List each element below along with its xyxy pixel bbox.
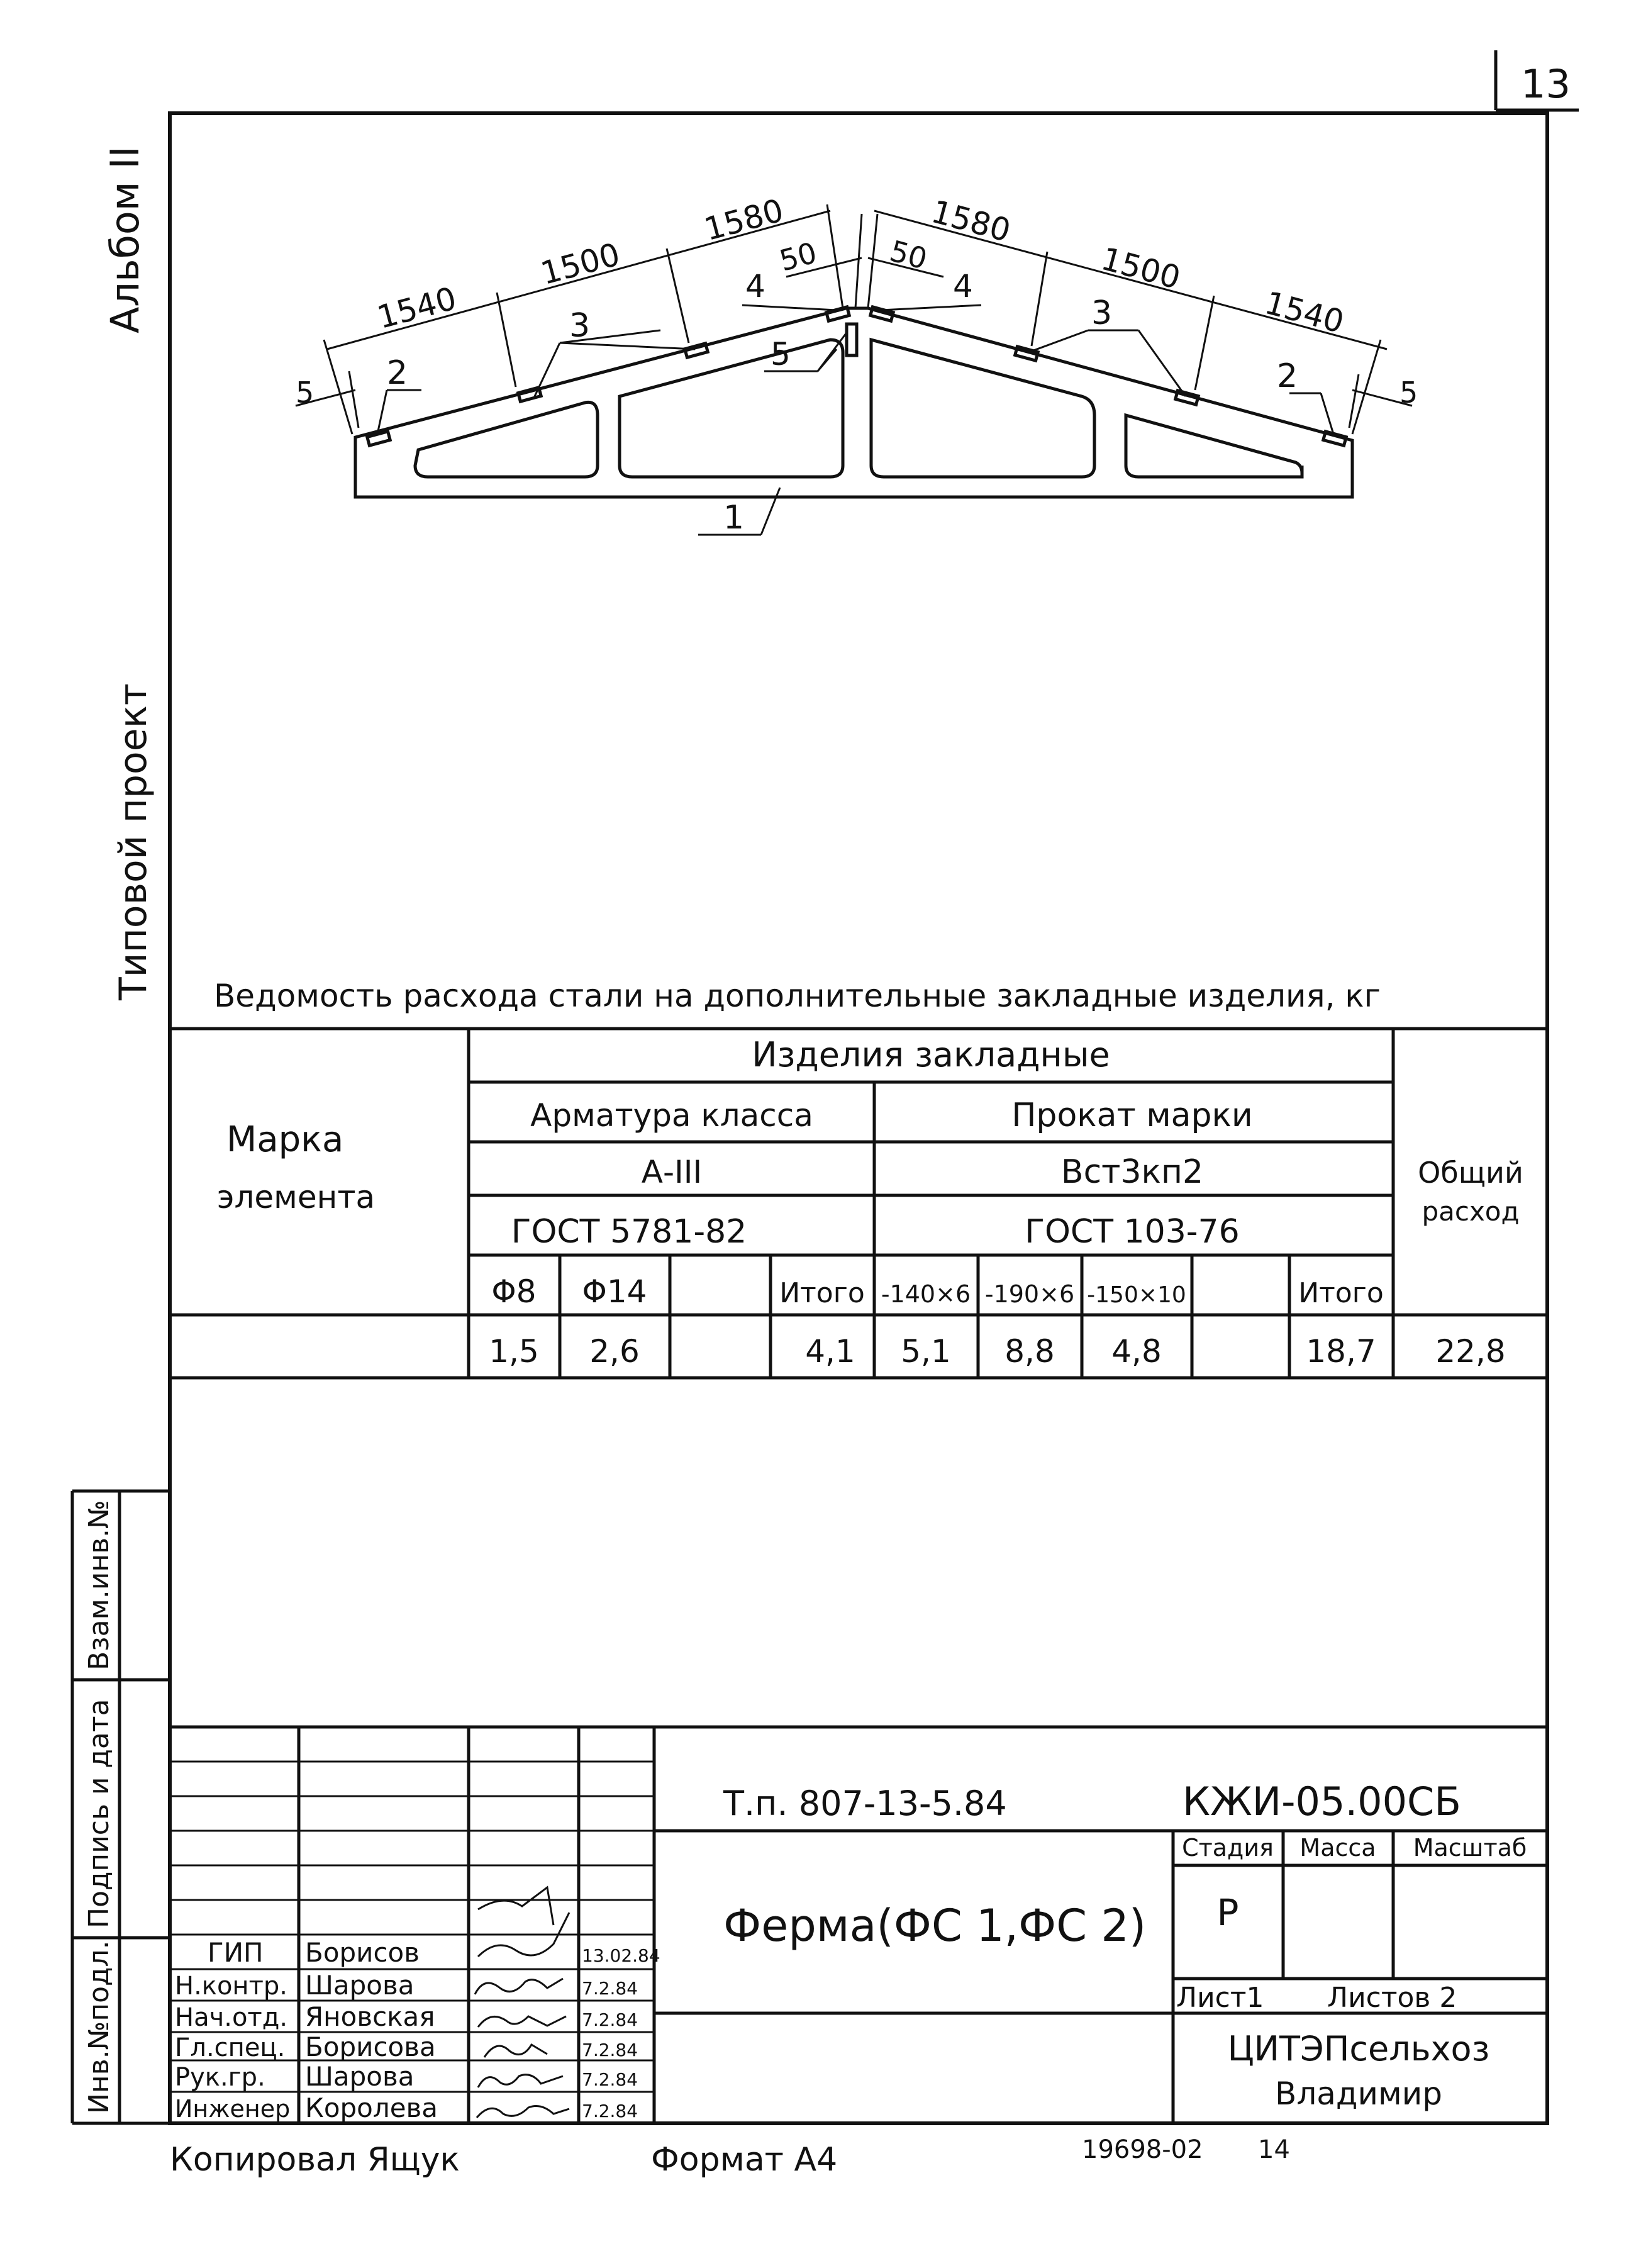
col-header-f8: Φ8 [491,1273,537,1310]
truss-opening-4 [1126,415,1302,477]
callout-3-left: 3 [569,307,591,345]
armature-class: А-III [641,1154,703,1190]
dim-5-left: 5 [296,376,314,410]
binding-label-vzam: Взам.инв.№ [83,1500,115,1670]
cell-f14: 2,6 [589,1333,640,1370]
sheet-label: Лист1 [1176,1982,1264,2014]
signature-mark [478,2016,566,2027]
staff-name: Яновская [305,2001,435,2032]
staff-role: Нач.отд. [175,2003,288,2032]
mark-label-2: элемента [217,1179,376,1215]
col-header-190x6: -190×6 [984,1280,1075,1308]
callout-2-left: 2 [387,354,408,392]
typical-project-label: Типовой проект [111,683,155,1000]
dim-right-1540: 1540 [1260,284,1348,341]
signature-mark [484,2045,547,2057]
callout-3-right: 3 [1091,294,1113,332]
dim-left-1580: 1580 [700,192,787,249]
col-header-total-rolled: Итого [1298,1277,1384,1309]
signatures [475,1887,569,2118]
signature-mark [478,1887,569,1957]
doc-code: КЖИ-05.00СБ [1182,1779,1461,1824]
callout-4-right: 4 [953,268,973,304]
cell-f8: 1,5 [489,1333,539,1370]
staff-name: Шарова [305,2061,415,2092]
col-header-total-armature: Итого [779,1277,865,1309]
staff-role: ГИП [208,1937,264,1968]
staff-role: Рук.гр. [175,2063,265,2092]
staff-date: 7.2.84 [582,2069,638,2090]
archive-number: 19698-02 [1082,2135,1203,2164]
stage-label: Стадия [1182,1834,1274,1862]
cell-150x10: 4,8 [1111,1333,1162,1370]
armature-gost: ГОСТ 5781-82 [511,1213,747,1251]
cell-total-rolled: 18,7 [1306,1333,1376,1370]
item-name: Ферма(ФС 1,ФС 2) [723,1900,1147,1952]
staff-list [175,1937,660,2123]
staff-date: 7.2.84 [582,2101,638,2121]
rolled-gost: ГОСТ 103-76 [1025,1213,1240,1251]
plate-5-ridge [847,324,857,355]
rolled-grade: Вст3кп2 [1060,1153,1204,1191]
group-header: Изделия закладные [752,1035,1110,1075]
col-header-150x10: -150×10 [1087,1282,1186,1308]
dim-50-right: 50 [886,233,931,276]
callout-4-left: 4 [745,268,765,304]
stage-value: Р [1216,1891,1239,1934]
copied-by: Копировал Ящук [170,2141,460,2179]
page-number: 13 [1521,61,1571,107]
staff-date: 7.2.84 [582,2040,638,2060]
album-label: Альбом II [102,146,148,333]
staff-name: Шарова [305,1970,415,2001]
staff-date: 13.02.84 [582,1945,660,1966]
staff-role: Гл.спец. [175,2033,286,2062]
dim-right-1500: 1500 [1097,240,1184,297]
cell-total-overall: 22,8 [1435,1333,1506,1370]
total-header-2: расход [1422,1196,1520,1227]
org-line-1: ЦИТЭПсельхоз [1227,2029,1490,2069]
callout-5: 5 [771,336,791,372]
dimension-lines [296,204,1412,434]
project-code: Т.п. 807-13-5.84 [723,1784,1007,1823]
cell-190x6: 8,8 [1004,1333,1055,1370]
col-header-140x6: -140×6 [881,1280,971,1308]
cell-total-armature: 4,1 [805,1333,855,1370]
format-label: Формат А4 [651,2141,838,2179]
staff-date: 7.2.84 [582,2009,638,2030]
page-reference: 14 [1258,2135,1290,2164]
staff-name: Королева [305,2092,438,2123]
org-line-2: Владимир [1275,2075,1442,2112]
steel-table-grid [170,1029,1547,1378]
binding-label-inv-podl: Инв.№подл. [83,1940,115,2114]
staff-role: Инженер [175,2095,291,2123]
steel-table-title: Ведомость расхода стали на дополнительные закладные изделия, кг [214,978,1381,1014]
dim-left-1540: 1540 [373,280,460,337]
dim-5-right: 5 [1400,376,1418,410]
dim-left-1500: 1500 [537,236,624,293]
callout-2-right: 2 [1277,357,1298,395]
binding-label-sign-date: Подпись и дата [83,1699,115,1928]
staff-name: Борисов [305,1937,420,1968]
rolled-header: Прокат марки [1011,1097,1253,1134]
callout-1: 1 [723,499,745,537]
scale-label: Масштаб [1413,1834,1527,1862]
armature-header: Арматура класса [530,1097,813,1134]
staff-date: 7.2.84 [582,1978,638,1999]
signature-mark [475,1979,563,1994]
signature-mark [477,2106,569,2118]
sheets-label: Листов 2 [1327,1982,1457,2014]
mass-label: Масса [1299,1834,1376,1862]
cell-140x6: 5,1 [901,1333,951,1370]
mark-label-1: Марка [226,1119,344,1160]
col-header-f14: Φ14 [582,1273,647,1310]
dim-right-1580: 1580 [927,193,1015,250]
dim-50-left: 50 [776,235,821,278]
page-number-box [1496,50,1579,110]
signature-mark [478,2075,563,2087]
staff-name: Борисова [305,2031,436,2062]
staff-role: Н.контр. [175,1972,287,2001]
total-header-1: Общий [1418,1156,1523,1190]
